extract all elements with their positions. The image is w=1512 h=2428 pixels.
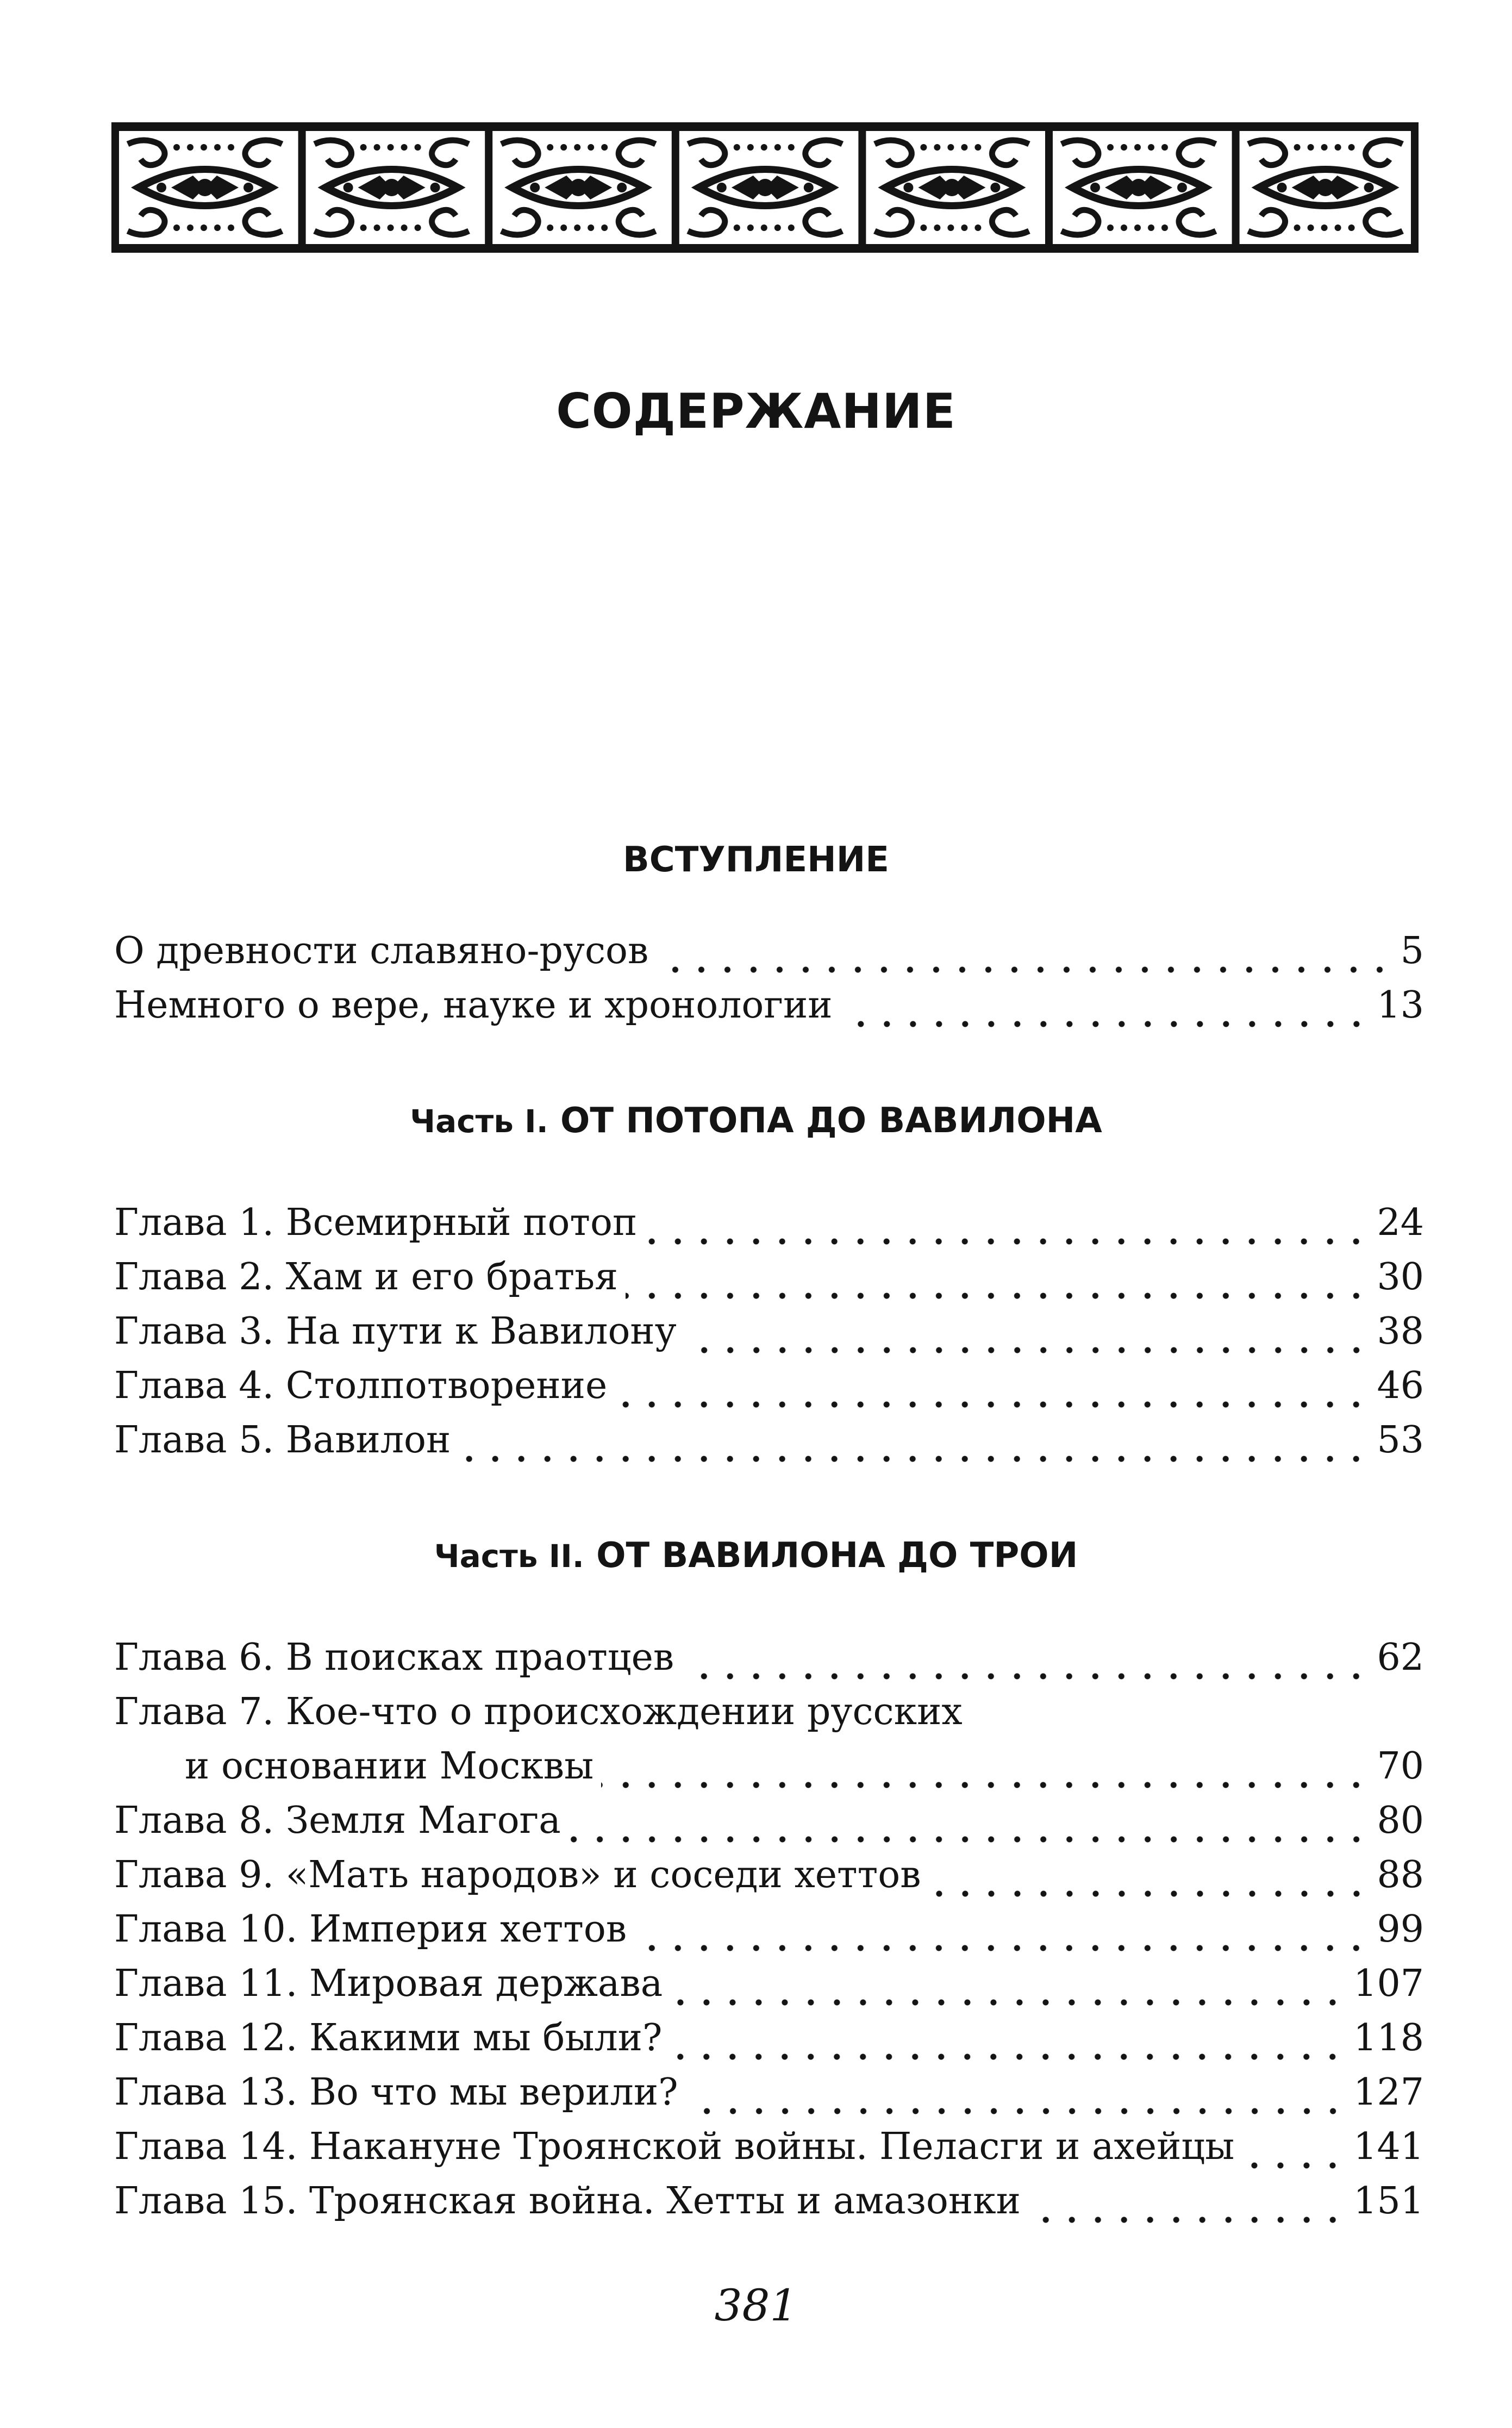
dot-leader [634, 1902, 1369, 1957]
section-heading-part-1 [0, 1101, 1512, 1141]
toc-entry-page: 53 [1377, 1419, 1424, 1462]
toc-entry-page: 88 [1377, 1853, 1424, 1896]
toc-entry-continuation[interactable] [185, 1739, 1424, 1794]
section-heading-text: ОТ ВАВИЛОНА ДО ТРОИ [596, 1536, 1078, 1576]
toc-entry-page: 38 [1377, 1310, 1424, 1353]
page-number: 381 [714, 2280, 798, 2331]
toc-entry[interactable] [114, 2120, 1424, 2174]
ornament-band [111, 122, 1419, 253]
section-heading-part-2 [0, 1536, 1512, 1576]
dot-leader [684, 1304, 1370, 1359]
toc-entry-page: 141 [1353, 2125, 1424, 2168]
toc-entry[interactable] [114, 2011, 1424, 2065]
toc-entry-title: и основании Москвы [185, 1745, 594, 1788]
toc-entry-page: 30 [1377, 1256, 1424, 1299]
toc-entry-title: Глава 15. Троянская война. Хетты и амазонки [114, 2180, 1021, 2223]
toc-entry-page: 127 [1353, 2071, 1424, 2114]
dot-leader [458, 1413, 1369, 1468]
toc-entry[interactable] [114, 978, 1424, 1033]
toc-entry[interactable] [114, 1957, 1424, 2011]
toc-entry-page: 80 [1377, 1799, 1424, 1842]
dot-leader [1028, 2174, 1346, 2229]
dot-leader [626, 1250, 1369, 1304]
dot-leader [568, 1794, 1370, 1848]
toc-entry-page: 99 [1377, 1908, 1424, 1951]
toc-entry-title: Немного о вере, науке и хронологии [114, 984, 833, 1027]
toc-entry-title: Глава 2. Хам и его братья [114, 1256, 618, 1299]
dot-leader [645, 1196, 1369, 1250]
toc-entry-title: Глава 9. «Мать народов» и соседи хеттов [114, 1853, 921, 1896]
toc-entry-title: Глава 11. Мировая держава [114, 1962, 663, 2005]
section-heading-text: ОТ ПОТОПА ДО ВАВИЛОНА [560, 1101, 1102, 1141]
dot-leader [601, 1739, 1369, 1794]
toc-entry-page: 24 [1377, 1201, 1424, 1244]
toc-entry[interactable] [114, 2174, 1424, 2229]
toc-entry-title: Глава 13. Во что мы верили? [114, 2071, 678, 2114]
toc-entry-page: 13 [1377, 984, 1424, 1027]
dot-leader [686, 2065, 1346, 2120]
toc-entry-title: Глава 5. Вавилон [114, 1419, 451, 1462]
toc-entry[interactable] [114, 1196, 1424, 1250]
toc-entry-title: Глава 8. Земля Магога [114, 1799, 561, 1842]
toc-entry[interactable] [114, 1848, 1424, 1902]
toc-entry-page: 62 [1377, 1636, 1424, 1679]
dot-leader [840, 978, 1370, 1033]
section-heading-prefix: Часть I. [410, 1103, 548, 1140]
dot-leader [682, 1631, 1369, 1685]
toc-entry[interactable] [114, 1304, 1424, 1359]
toc-entry-page: 70 [1377, 1745, 1424, 1788]
toc-entry[interactable] [114, 2065, 1424, 2120]
dot-leader [656, 924, 1392, 978]
toc-entry-page: 151 [1353, 2180, 1424, 2223]
toc-entry-title: Глава 10. Империя хеттов [114, 1908, 627, 1951]
toc-entry[interactable] [114, 1631, 1424, 1685]
toc-entry-title: Глава 12. Какими мы были? [114, 2017, 663, 2059]
page-title: СОДЕРЖАНИЕ [556, 383, 956, 439]
toc-entry[interactable] [114, 1794, 1424, 1848]
toc-entry-title: Глава 14. Накануне Троянской войны. Пеласги и ахейцы [114, 2125, 1235, 2168]
toc-entry-title: Глава 4. Столпотворение [114, 1364, 608, 1407]
toc-entry-title: Глава 1. Всемирный потоп [114, 1201, 638, 1244]
dot-leader [1242, 2120, 1346, 2174]
toc-entry[interactable] [114, 924, 1424, 978]
toc-entry[interactable] [114, 1250, 1424, 1304]
dot-leader [929, 1848, 1370, 1902]
toc-entry[interactable] [114, 1685, 1424, 1739]
toc-entry[interactable] [114, 1359, 1424, 1413]
toc-entry-title: Глава 6. В поисках праотцев [114, 1636, 674, 1679]
section-heading-intro: ВСТУПЛЕНИЕ [622, 840, 890, 880]
toc-entry[interactable] [114, 1902, 1424, 1957]
toc-entry-page: 118 [1353, 2017, 1424, 2059]
section-heading-prefix: Часть II. [434, 1538, 584, 1575]
dot-leader [615, 1359, 1369, 1413]
toc-entry-title: Глава 3. На пути к Вавилону [114, 1310, 677, 1353]
toc-entry[interactable] [114, 1413, 1424, 1468]
toc-entry-page: 107 [1353, 1962, 1424, 2005]
toc-entry-title: Глава 7. Кое-что о происхождении русских [114, 1690, 963, 1733]
dot-leader [670, 1957, 1346, 2011]
dot-leader [670, 2011, 1346, 2065]
toc-entry-page: 46 [1377, 1364, 1424, 1407]
toc-entry-page: 5 [1400, 929, 1424, 972]
toc-entry-title: О древности славяно-русов [114, 929, 649, 972]
